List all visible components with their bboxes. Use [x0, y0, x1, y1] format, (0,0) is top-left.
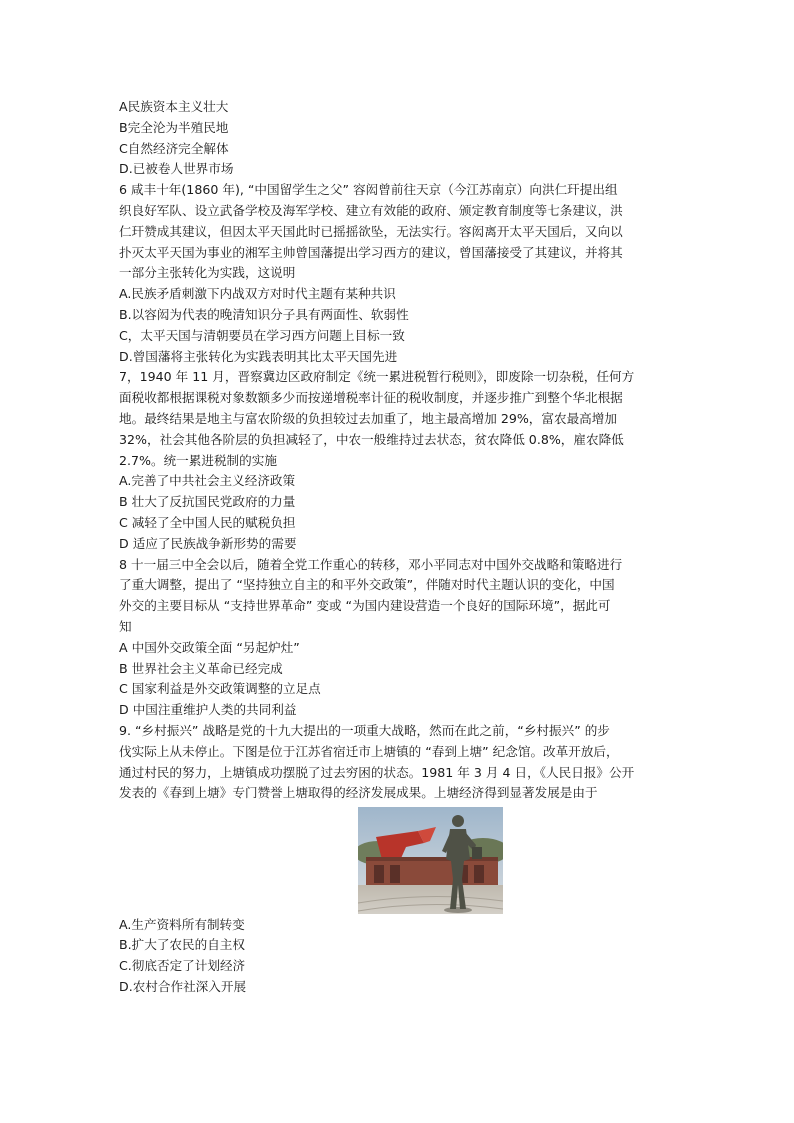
q8-option-c[interactable]: C 国家利益是外交政策调整的立足点 [119, 681, 321, 697]
q7-stem-line: 7，1940 年 11 月，晋察冀边区政府制定《统一累进税暂行税则》，即废除一切杂税，任何方 [119, 369, 635, 385]
q8-stem-line: 知 [119, 618, 132, 634]
q7-option-a[interactable]: A.完善了中共社会主义经济政策 [119, 473, 296, 489]
q7-option-d[interactable]: D 适应了民族战争新形势的需要 [119, 535, 297, 551]
q9-option-d[interactable]: D.农村合作社深入开展 [119, 978, 247, 994]
q6-stem-line: 织良好军队、设立武备学校及海军学校、建立有效能的政府、颁定教育制度等七条建议，洪 [119, 202, 623, 218]
memorial-hall-photo [358, 807, 503, 914]
q8-stem-line: 了重大调整，提出了 “坚持独立自主的和平外交政策”，伴随对时代主题认识的变化，中国 [119, 577, 615, 593]
q6-option-d[interactable]: D.曾国藩将主张转化为实践表明其比太平天国先进 [119, 348, 398, 364]
question-7 [119, 367, 677, 554]
q8-option-b[interactable]: B 世界社会主义革命已经完成 [119, 660, 283, 676]
q8-stem-line: 8 十一届三中全会以后，随着全党工作重心的转移，邓小平同志对中国外交战略和策略进行 [119, 556, 623, 572]
q8-stem-line: 外交的主要目标从 “支持世界革命” 变或 “为国内建设营造一个良好的国际环境”，据此可 [119, 598, 611, 614]
q5-option-d[interactable]: D.已被卷人世界市场 [119, 161, 234, 177]
q9-option-c[interactable]: C.彻底否定了计划经济 [119, 957, 246, 973]
question-8 [119, 555, 677, 721]
q9-option-b[interactable]: B.扩大了农民的自主权 [119, 937, 245, 953]
q5-option-a[interactable]: A民族资本主义壮大 [119, 99, 229, 114]
q6-stem-line: 6 咸丰十年(1860 年), “中国留学生之父” 容闳曾前往天京（今江苏南京）向洪仁玕提出组 [119, 182, 618, 198]
q7-option-b[interactable]: B 壮大了反抗国民党政府的力量 [119, 494, 296, 510]
q6-option-a[interactable]: A.民族矛盾刺激下内战双方对时代主题有某种共识 [119, 286, 396, 302]
q5-option-c[interactable]: C自然经济完全解体 [119, 140, 229, 156]
exam-page [119, 97, 677, 997]
q5-option-b[interactable]: B完全沦为半殖民地 [119, 119, 229, 135]
q7-stem-line: 2.7%。统一累进税制的实施 [119, 452, 277, 468]
q6-stem-line: 扑灭太平天国为事业的湘军主帅曾国藩提出学习西方的建议，曾国藩接受了其建议，并将其 [119, 244, 623, 260]
q9-stem [119, 721, 677, 804]
q9-option-a[interactable]: A.生产资料所有制转变 [119, 917, 245, 933]
q7-stem-line: 32%，社会其他各阶层的负担减轻了，中农一般维持过去状态，贫农降低 0.8%，雇农降低 [119, 431, 624, 447]
q6-option-c[interactable]: C，太平天国与清朝要员在学习西方问题上目标一致 [119, 327, 405, 343]
q9-stem-line: 9. “乡村振兴” 战略是党的十九大提出的一项重大战略，然而在此之前，“乡村振兴” 的步 [119, 722, 610, 738]
q8-stem [119, 555, 677, 638]
q6-stem [119, 180, 677, 284]
question-6 [119, 180, 677, 367]
q8-option-d[interactable]: D 中国注重维护人类的共同利益 [119, 702, 297, 718]
q7-stem-line: 面税收都根据课税对象数额多少而按递增税率计征的税收制度，并逐步推广到整个华北根据 [119, 390, 623, 406]
q9-figure-row [119, 807, 677, 935]
q6-stem-line: 仁玕赞成其建议，但因太平天国此时已摇摇欲坠，无法实行。容闳离开太平天国后，又向以 [119, 223, 623, 239]
q9-stem-line: 伐实际上从未停止。下图是位于江苏省宿迁市上塘镇的 “春到上塘” 纪念馆。改革开放后， [119, 743, 619, 759]
q6-stem-line: 一部分主张转化为实践，这说明 [119, 265, 296, 281]
q7-stem [119, 367, 677, 471]
q9-stem-line: 通过村民的努力，上塘镇成功摆脱了过去穷困的状态。1981 年 3 月 4 日，《人民日报》公开 [119, 764, 635, 780]
q6-option-b[interactable]: B.以容闳为代表的晚清知识分子具有两面性、软弱性 [119, 306, 409, 322]
q7-option-c[interactable]: C 减轻了全中国人民的赋税负担 [119, 514, 296, 530]
q9-stem-line: 发表的《春到上塘》专门赞誉上塘取得的经济发展成果。上塘经济得到显著发展是由于 [119, 785, 598, 801]
q5-options [119, 97, 677, 180]
q8-option-a[interactable]: A 中国外交政策全面 “另起炉灶” [119, 639, 300, 655]
question-9 [119, 721, 677, 998]
q7-stem-line: 地。最终结果是地主与富农阶级的负担较过去加重了，地主最高增加 29%，富农最高增加 [119, 410, 617, 426]
